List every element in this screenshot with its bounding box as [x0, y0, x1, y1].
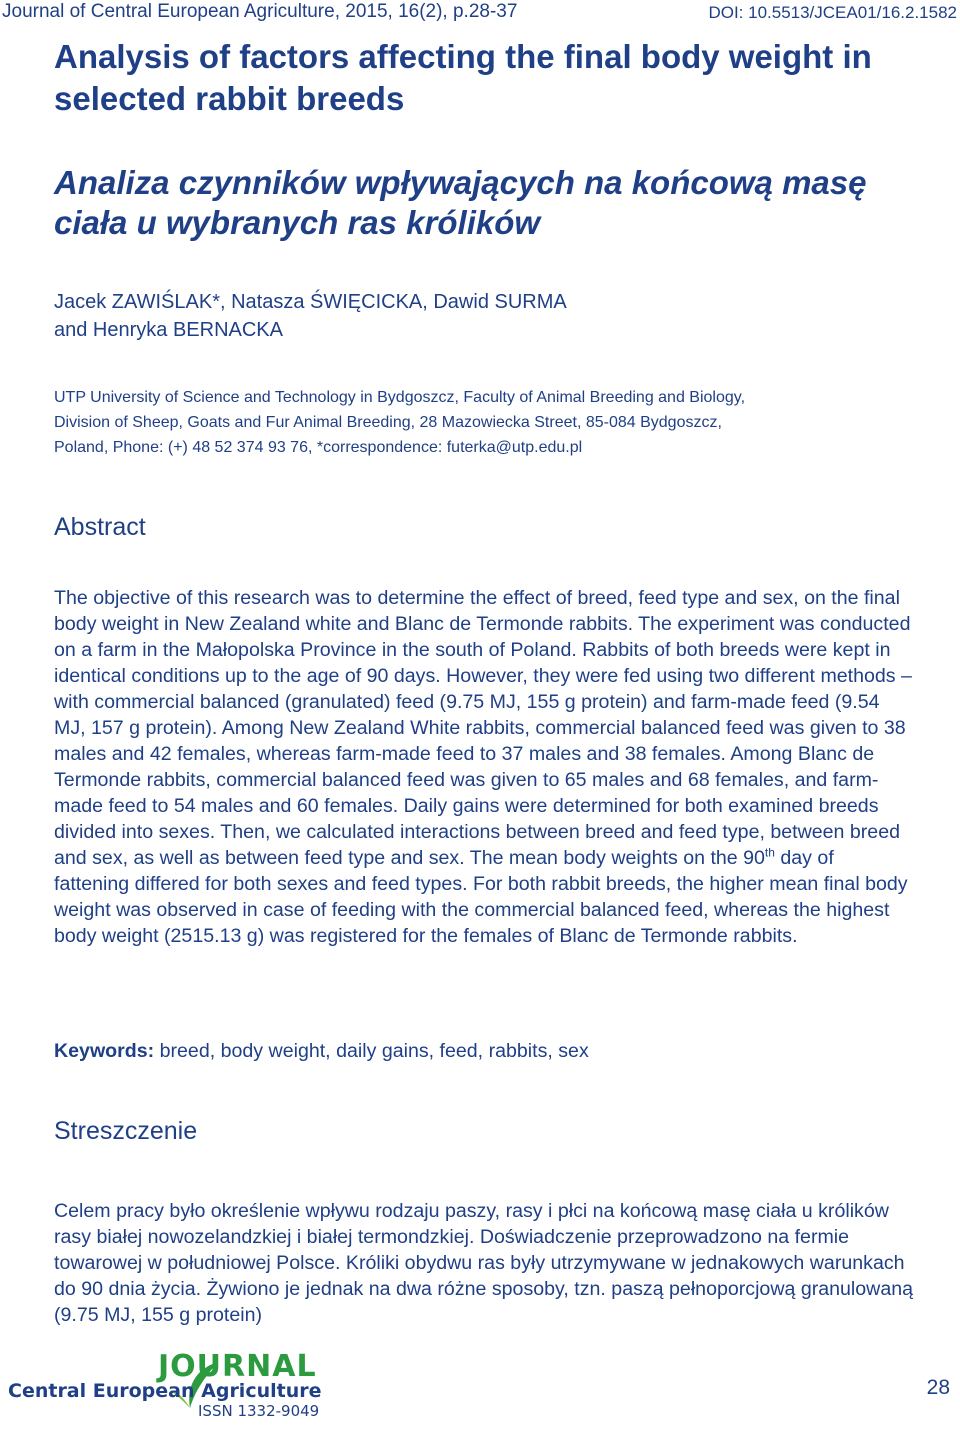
page-header — [0, 0, 960, 26]
journal-logo — [8, 1350, 348, 1422]
affiliation-line-1: UTP University of Science and Technology in Bydgoszcz, Faculty of Animal Breeding and Biology, — [54, 389, 746, 406]
article-title-english: Analysis of factors affecting the final body weight in selected rabbit breeds — [54, 38, 872, 117]
page-number: 28 — [926, 1376, 950, 1399]
authors-line-2: and Henryka BERNACKA — [54, 319, 283, 341]
logo-journal-name: Central European Agriculture — [8, 1380, 322, 1402]
streszczenie-text: Celem pracy było określenie wpływu rodzaju paszy, rasy i płci na końcową masę ciała u królików rasy białej nowozelandzkiej i białej termondzkiej. Doświadczenie przeprowadzono na fermie towarowej w południowej Polsce. Króliki obydwu ras były utrzymywane w jednakowych warunkach do 90 dnia życia. Żywiono je jednak na dwa różne sposoby, tzn. paszą pełnoporcjową granulowaną (9.75 MJ, 155 g protein) — [54, 1200, 914, 1326]
logo-issn: ISSN 1332-9049 — [198, 1402, 320, 1420]
abstract-text-part-2: day of fattening differed for both sexes and feed types. For both rabbit breeds, the higher mean final body weight was observed in case of feeding with the commercial balanced feed, whereas the highest body weight (2515.13 g) was registered for the females of Blanc de Termonde rabbits. — [54, 847, 908, 947]
authors-line-1: Jacek ZAWIŚLAK*, Natasza ŚWIĘCICKA, Dawid SURMA — [54, 291, 567, 313]
keywords-text: breed, body weight, daily gains, feed, rabbits, sex — [154, 1040, 589, 1062]
abstract-heading: Abstract — [54, 513, 146, 541]
logo-journal-word: JOURNAL — [158, 1349, 317, 1384]
keywords-label: Keywords: — [54, 1040, 155, 1062]
doi-link[interactable]: 10.5513/JCEA01/16.2.1582 — [748, 3, 957, 22]
doi — [708, 2, 957, 24]
ordinal-superscript: th — [764, 845, 775, 860]
streszczenie-heading: Streszczenie — [54, 1117, 198, 1145]
article-title-polish: Analiza czynników wpływających na końcową masę ciała u wybranych ras królików — [54, 164, 867, 241]
affiliation — [54, 385, 934, 460]
page-footer — [0, 1350, 960, 1429]
doi-label: DOI: — [708, 3, 749, 22]
abstract-text-part-1: The objective of this research was to determine the effect of breed, feed type and sex, on the final body weight in New Zealand white and Blanc de Termonde rabbits. The experiment was conducted on a farm in the Małopolska Province in the south of Poland. Rabbits of both breeds were kept in identical conditions up to the age of 90 days. However, they were fed using two different methods – with commercial balanced (granulated) feed (9.75 MJ, 155 g protein) and farm-made feed (9.54 MJ, 157 g protein). Among New Zealand White rabbits, commercial balanced feed was given to 38 males and 42 females, whereas farm-made feed to 37 males and 38 females. Among Blanc de Termonde rabbits, commercial balanced feed was given to 65 males and 68 females, and farm-made feed to 54 males and 60 females. Daily gains were determined for both examined breeds divided into sexes. Then, we calculated interactions between breed and feed type, between breed and sex, as well as between feed type and sex. The mean body weights on the 90 — [54, 587, 912, 869]
author-list — [54, 288, 754, 344]
affiliation-line-2: Division of Sheep, Goats and Fur Animal Breeding, 28 Mazowiecka Street, 85-084 Bydgoszcz, — [54, 414, 722, 431]
journal-reference: Journal of Central European Agriculture, 2015, 16(2), p.28-37 — [2, 1, 518, 22]
keywords — [54, 1038, 914, 1064]
abstract-text — [54, 585, 914, 949]
affiliation-line-3: Poland, Phone: (+) 48 52 374 93 76, *correspondence: futerka@utp.edu.pl — [54, 439, 583, 456]
